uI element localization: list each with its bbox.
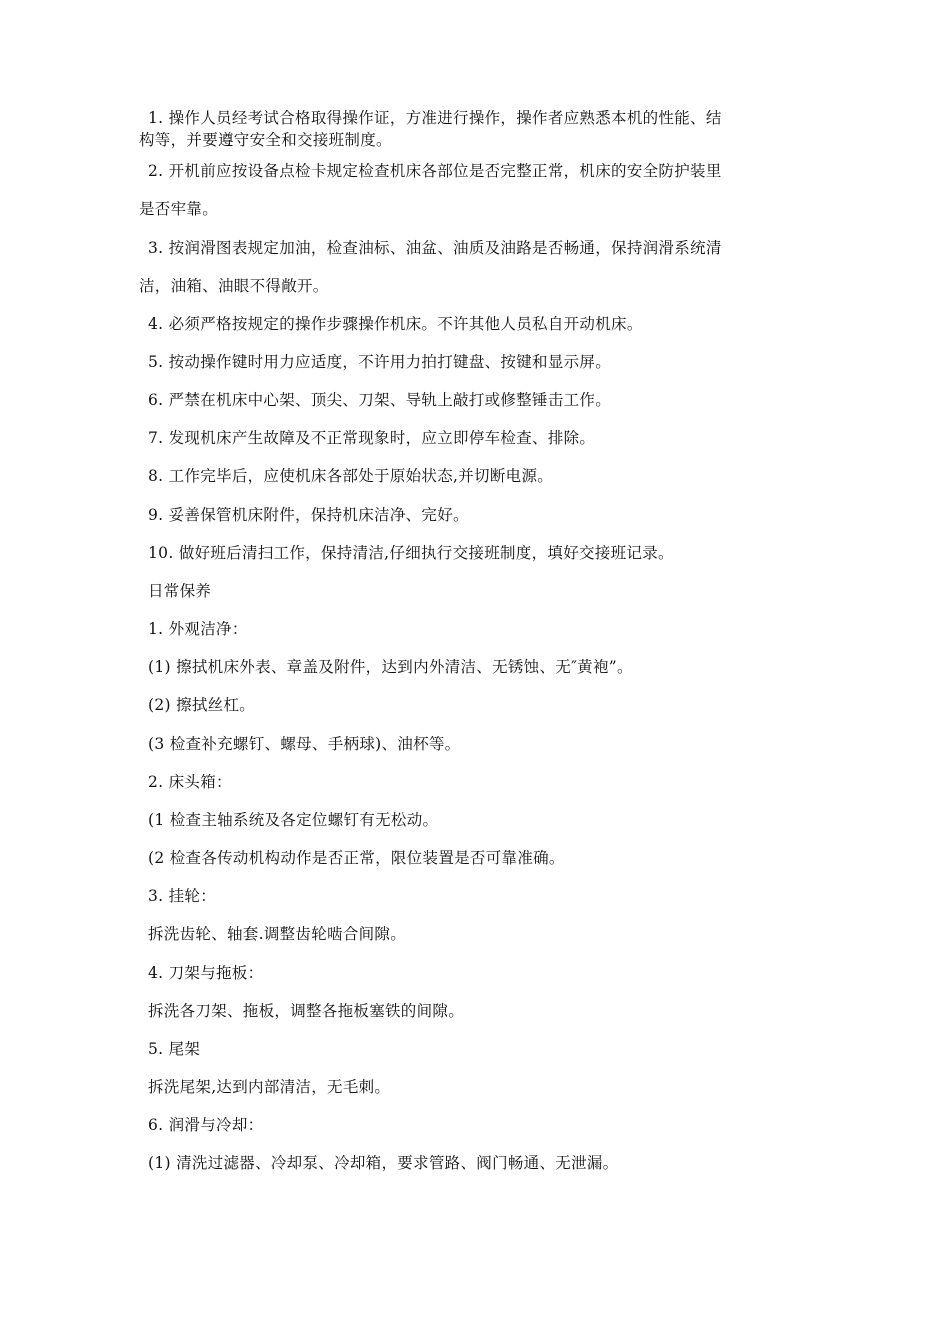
text-line: 4. 必须严格按规定的操作步骤操作机床。不许其他人员私自开动机床。 <box>148 315 643 333</box>
text-line: 洁，油箱、油眼不得敞开。 <box>139 277 329 295</box>
text-line: (1 检查主轴系统及各定位螺钉有无松动。 <box>148 811 439 829</box>
text-line: 8. 工作完毕后，应使机床各部处于原始状态,并切断电源。 <box>148 467 554 485</box>
text-line: 7. 发现机床产生故障及不正常现象时，应立即停车检查、排除。 <box>148 429 596 447</box>
text-line: 6. 润滑与冷却： <box>148 1116 264 1134</box>
text-line: 是否牢靠。 <box>139 200 219 218</box>
text-line: 构等，并要遵守安全和交接班制度。 <box>139 131 392 149</box>
text-line: 3. 按润滑图表规定加油，检查油标、油盆、油质及油路是否畅通，保持润滑系统清 <box>148 239 722 257</box>
section-heading: 日常保养 <box>148 582 212 600</box>
text-line: 1. 操作人员经考试合格取得操作证，方准进行操作，操作者应熟悉本机的性能、结 <box>148 109 722 127</box>
text-line: 2. 床头箱： <box>148 773 232 791</box>
text-line: 10. 做好班后清扫工作，保持清洁,仔细执行交接班制度，填好交接班记录。 <box>148 544 674 562</box>
text-line: 2. 开机前应按设备点检卡规定检查机床各部位是否完整正常，机床的安全防护装里 <box>148 162 722 180</box>
text-line: (1) 擦拭机床外表、章盖及附件，达到内外清洁、无锈蚀、无″黄袍”。 <box>148 658 633 676</box>
text-line: 拆洗各刀架、拖板，调整各拖板塞铁的间隙。 <box>148 1002 465 1020</box>
text-line: 拆洗齿轮、轴套.调整齿轮啮合间隙。 <box>148 925 407 943</box>
text-line: 9. 妥善保管机床附件，保持机床洁净、完好。 <box>148 506 469 524</box>
text-line: 6. 严禁在机床中心架、顶尖、刀架、导轨上敲打或修整锤击工作。 <box>148 391 612 409</box>
text-line: 1. 外观洁净： <box>148 620 248 638</box>
text-line: 5. 按动操作键时用力应适度，不许用力拍打键盘、按键和显示屏。 <box>148 353 612 371</box>
text-line: 4. 刀架与拖板： <box>148 964 264 982</box>
text-line: 5. 尾架 <box>148 1040 201 1058</box>
text-line: (2) 擦拭丝杠。 <box>148 696 256 714</box>
text-line: 3. 挂轮： <box>148 887 217 905</box>
text-line: (2 检查各传动机构动作是否正常，限位装置是否可靠准确。 <box>148 849 565 867</box>
text-line: 拆洗尾架,达到内部清洁，无毛刺。 <box>148 1078 391 1096</box>
text-line: (1) 清洗过滤器、冷却泵、冷却箱，要求管路、阀门畅通、无泄漏。 <box>148 1154 619 1172</box>
text-line: (3 检查补充螺钉、螺母、手柄球)、油杯等。 <box>148 735 461 753</box>
